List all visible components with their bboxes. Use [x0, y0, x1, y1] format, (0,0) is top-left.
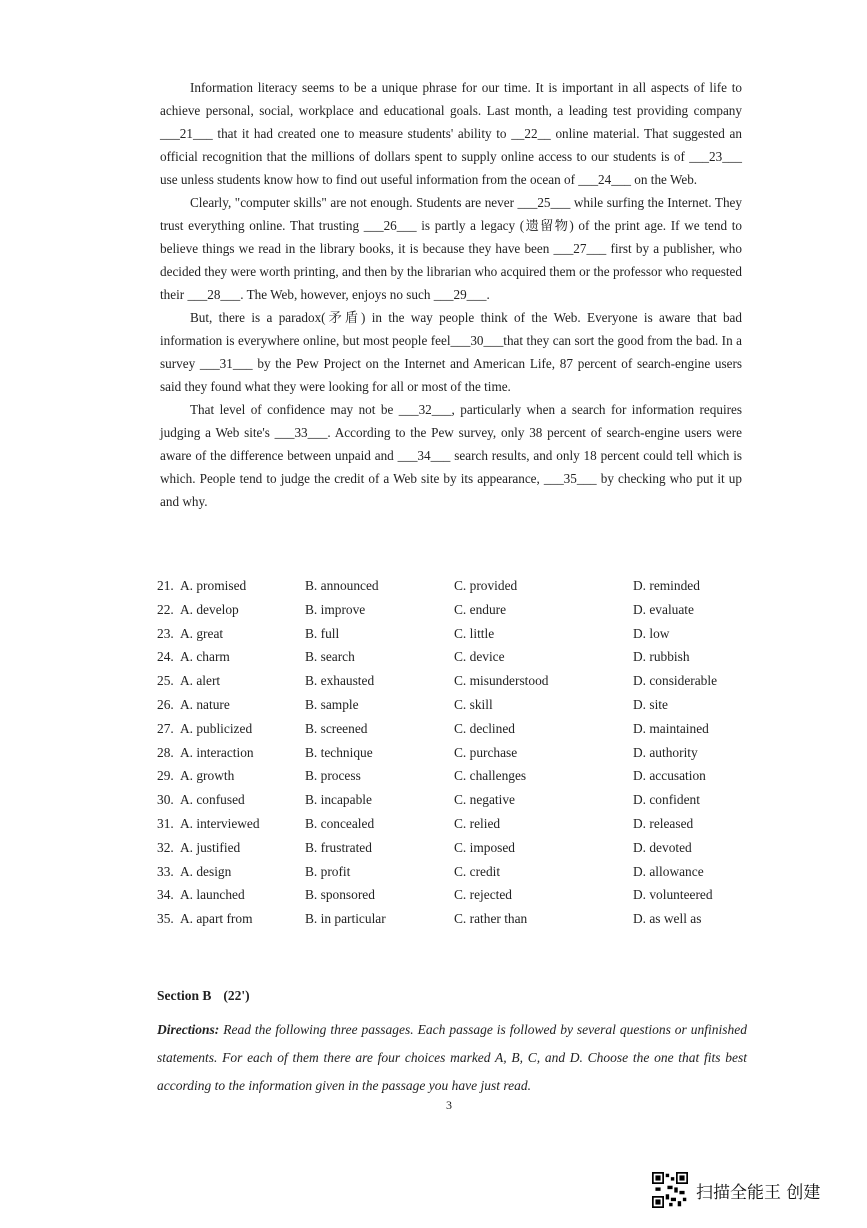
question-number: 30.	[157, 792, 174, 808]
option-row	[157, 697, 757, 721]
option-b: B. in particular	[305, 911, 386, 927]
watermark-text: 扫描全能王 创建	[696, 1182, 821, 1203]
scanner-watermark	[652, 1172, 820, 1208]
option-a: A. publicized	[180, 720, 253, 736]
qr-code-icon	[652, 1172, 688, 1208]
option-c: C. purchase	[454, 744, 518, 760]
cloze-passage	[160, 76, 742, 513]
option-a: A. growth	[180, 768, 235, 784]
option-c: C. device	[454, 649, 505, 665]
question-number: 32.	[157, 839, 174, 855]
option-a: A. launched	[180, 887, 245, 903]
passage-paragraph-1: Information literacy seems to be a unique phrase for our time. It is important in all aspects of life to achieve personal, social, workplace and educational goals. Last month, a leading test providing company ___21___ that it had created one to measure students' ability to __22__ online material. That suggested an official recognition that the millions of dollars spent to supply online access to our students is of ___23___ use unless students know how to find out useful information from the ocean of ___24___ on the Web.	[160, 80, 742, 187]
option-d: D. devoted	[633, 839, 692, 855]
option-a: A. promised	[180, 578, 247, 593]
option-c: C. rejected	[454, 887, 512, 903]
option-a: A. design	[180, 863, 232, 879]
option-d: D. released	[633, 815, 694, 831]
option-b: B. process	[305, 768, 361, 784]
option-d: D. accusation	[633, 768, 706, 784]
option-row	[157, 768, 757, 792]
option-c: C. skill	[454, 696, 493, 712]
question-number: 21.	[157, 578, 174, 593]
option-c: C. challenges	[454, 768, 527, 784]
option-a: A. alert	[180, 673, 221, 689]
question-number: 27.	[157, 720, 174, 736]
option-a: A. confused	[180, 792, 245, 808]
passage-paragraph-3: But, there is a paradox(矛盾) in the way people think of the Web. Everyone is aware that bad information is everywhere online, but most people feel___30___that they can sort the good from the bad. In a survey ___31___ by the Pew Project on the Internet and American Life, 87 percent of search-engine users said they found what they were looking for all or most of the time.	[160, 310, 742, 394]
directions-label: Directions:	[157, 1022, 220, 1037]
option-c: C. credit	[454, 863, 501, 879]
option-b: B. announced	[305, 578, 379, 593]
option-b: B. screened	[305, 720, 368, 736]
option-a: A. interviewed	[180, 815, 260, 831]
option-d: D. evaluate	[633, 601, 694, 617]
option-a: A. great	[180, 625, 224, 641]
option-a: A. apart from	[180, 911, 253, 927]
question-number: 26.	[157, 696, 174, 712]
directions-text: Read the following three passages. Each passage is followed by several questions or unfinished statements. For each of them there are four choices marked A, B, C, and D. Choose the one that fits best according to the information given in the passage you have just read.	[157, 1022, 748, 1093]
option-row	[157, 745, 757, 769]
option-a: A. develop	[180, 601, 239, 617]
passage-paragraph-4: That level of confidence may not be ___32___, particularly when a search for information requires judging a Web site's ___33___. According to the Pew survey, only 38 percent of search-engine users were aware of the difference between unpaid and ___34___ search results, and only 18 percent could tell which is which. People tend to judge the credit of a Web site by its appearance, ___35___ by checking who put it up and why.	[160, 402, 742, 509]
option-c: C. endure	[454, 601, 507, 617]
option-row	[157, 887, 757, 911]
option-a: A. nature	[180, 696, 230, 712]
option-row	[157, 649, 757, 673]
option-a: A. interaction	[180, 744, 254, 760]
option-c: C. declined	[454, 720, 515, 736]
option-d: D. confident	[633, 792, 700, 808]
section-title: Section B	[157, 988, 212, 1003]
option-c: C. little	[454, 625, 495, 641]
option-row	[157, 673, 757, 697]
option-b: B. improve	[305, 601, 366, 617]
directions	[157, 1016, 747, 1100]
question-number: 33.	[157, 863, 174, 879]
option-b: B. incapable	[305, 792, 372, 808]
option-b: B. profit	[305, 863, 351, 879]
option-c: C. imposed	[454, 839, 516, 855]
question-number: 34.	[157, 887, 174, 903]
option-b: B. concealed	[305, 815, 375, 831]
option-row	[157, 602, 757, 626]
question-number: 35.	[157, 911, 174, 927]
option-d: D. considerable	[633, 673, 718, 689]
section-score: (22')	[223, 988, 250, 1003]
option-d: D. allowance	[633, 863, 704, 879]
passage-paragraph-2: Clearly, "computer skills" are not enough. Students are never ___25___ while surfing the Internet. They trust everything online. That trusting ___26___ is partly a legacy (遗留物) of the print age. If we tend to believe things we read in the library books, it is because they have been ___27___ first by a publisher, who decided they were worth printing, and then by the librarian who acquired them or the professor who requested their ___28___. The Web, however, enjoys no such ___29___.	[160, 195, 742, 302]
option-d: D. maintained	[633, 720, 709, 736]
option-d: D. reminded	[633, 578, 700, 593]
option-b: B. exhausted	[305, 673, 375, 689]
page-number: 3	[446, 1098, 452, 1112]
option-d: D. authority	[633, 744, 698, 760]
option-d: D. low	[633, 625, 670, 641]
option-d: D. as well as	[633, 911, 702, 927]
answer-options-table	[157, 578, 757, 935]
question-number: 31.	[157, 815, 174, 831]
question-number: 22.	[157, 601, 174, 617]
option-c: C. misunderstood	[454, 673, 549, 689]
question-number: 25.	[157, 673, 174, 689]
option-row	[157, 816, 757, 840]
option-row	[157, 864, 757, 888]
option-b: B. full	[305, 625, 340, 641]
option-row	[157, 626, 757, 650]
option-row	[157, 721, 757, 745]
option-d: D. rubbish	[633, 649, 690, 665]
option-d: D. volunteered	[633, 887, 713, 903]
option-b: B. technique	[305, 744, 373, 760]
question-number: 24.	[157, 649, 174, 665]
option-a: A. justified	[180, 839, 241, 855]
option-row	[157, 792, 757, 816]
option-c: C. rather than	[454, 911, 528, 927]
option-c: C. negative	[454, 792, 515, 808]
option-b: B. sponsored	[305, 887, 375, 903]
question-number: 28.	[157, 744, 174, 760]
option-c: C. relied	[454, 815, 501, 831]
option-b: B. sample	[305, 696, 359, 712]
option-d: D. site	[633, 696, 668, 712]
option-c: C. provided	[454, 578, 518, 593]
option-b: B. frustrated	[305, 839, 372, 855]
section-heading	[157, 988, 250, 1004]
question-number: 29.	[157, 768, 174, 784]
option-row	[157, 840, 757, 864]
option-row	[157, 578, 757, 602]
option-b: B. search	[305, 649, 355, 665]
option-row	[157, 911, 757, 935]
option-a: A. charm	[180, 649, 230, 665]
question-number: 23.	[157, 625, 174, 641]
